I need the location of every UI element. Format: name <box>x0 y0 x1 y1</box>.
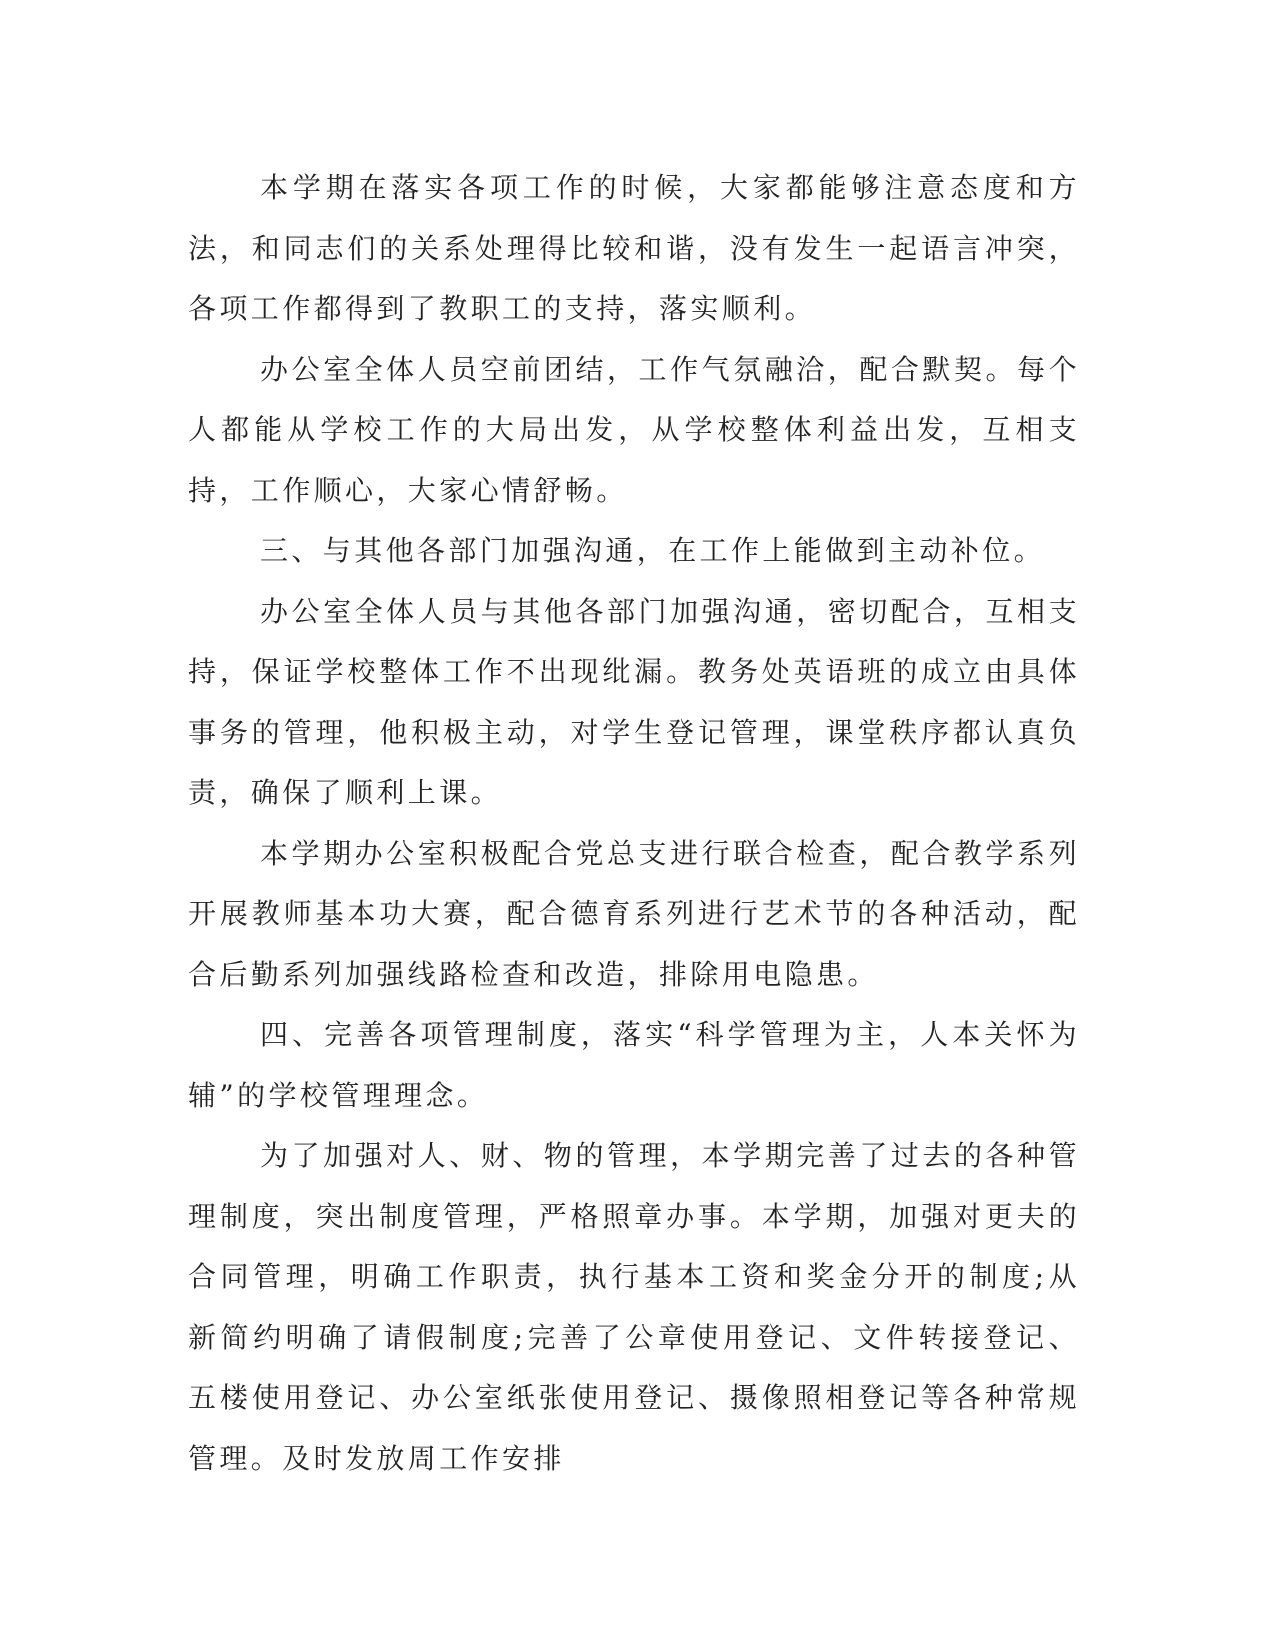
paragraph-7: 为了加强对人、财、物的管理，本学期完善了过去的各种管理制度，突出制度管理，严格照章办事。本学期，加强对更夫的合同管理，明确工作职责，执行基本工资和奖金分开的制度;从新简约明确了请假制度;完善了公章使用登记、文件转接登记、五楼使用登记、办公室纸张使用登记、摄像照相登记等各种常规管理。及时发放周工作安排 <box>188 1139 1080 1475</box>
section-heading-3: 三、与其他各部门加强沟通，在工作上能做到主动补位。 <box>260 534 1046 567</box>
paragraph-1: 本学期在落实各项工作的时候，大家都能够注意态度和方法，和同志们的关系处理得比较和谐，没有发生一起语言冲突，各项工作都得到了教职工的支持，落实顺利。 <box>188 171 1080 325</box>
document-body <box>188 158 1080 1489</box>
section-heading-4: 四、完善各项管理制度，落实“科学管理为主，人本关怀为辅”的学校管理理念。 <box>188 1018 1080 1112</box>
paragraph-5: 本学期办公室积极配合党总支进行联合检查，配合教学系列开展教师基本功大赛，配合德育系列进行艺术节的各种活动，配合后勤系列加强线路检查和改造，排除用电隐患。 <box>188 836 1080 991</box>
paragraph-2: 办公室全体人员空前团结，工作气氛融洽，配合默契。每个人都能从学校工作的大局出发，从学校整体利益出发，互相支持，工作顺心，大家心情舒畅。 <box>188 352 1080 507</box>
paragraph-4: 办公室全体人员与其他各部门加强沟通，密切配合，互相支持，保证学校整体工作不出现纰漏。教务处英语班的成立由具体事务的管理，他积极主动，对学生登记管理，课堂秩序都认真负责，确保了顺利上课。 <box>188 594 1080 809</box>
